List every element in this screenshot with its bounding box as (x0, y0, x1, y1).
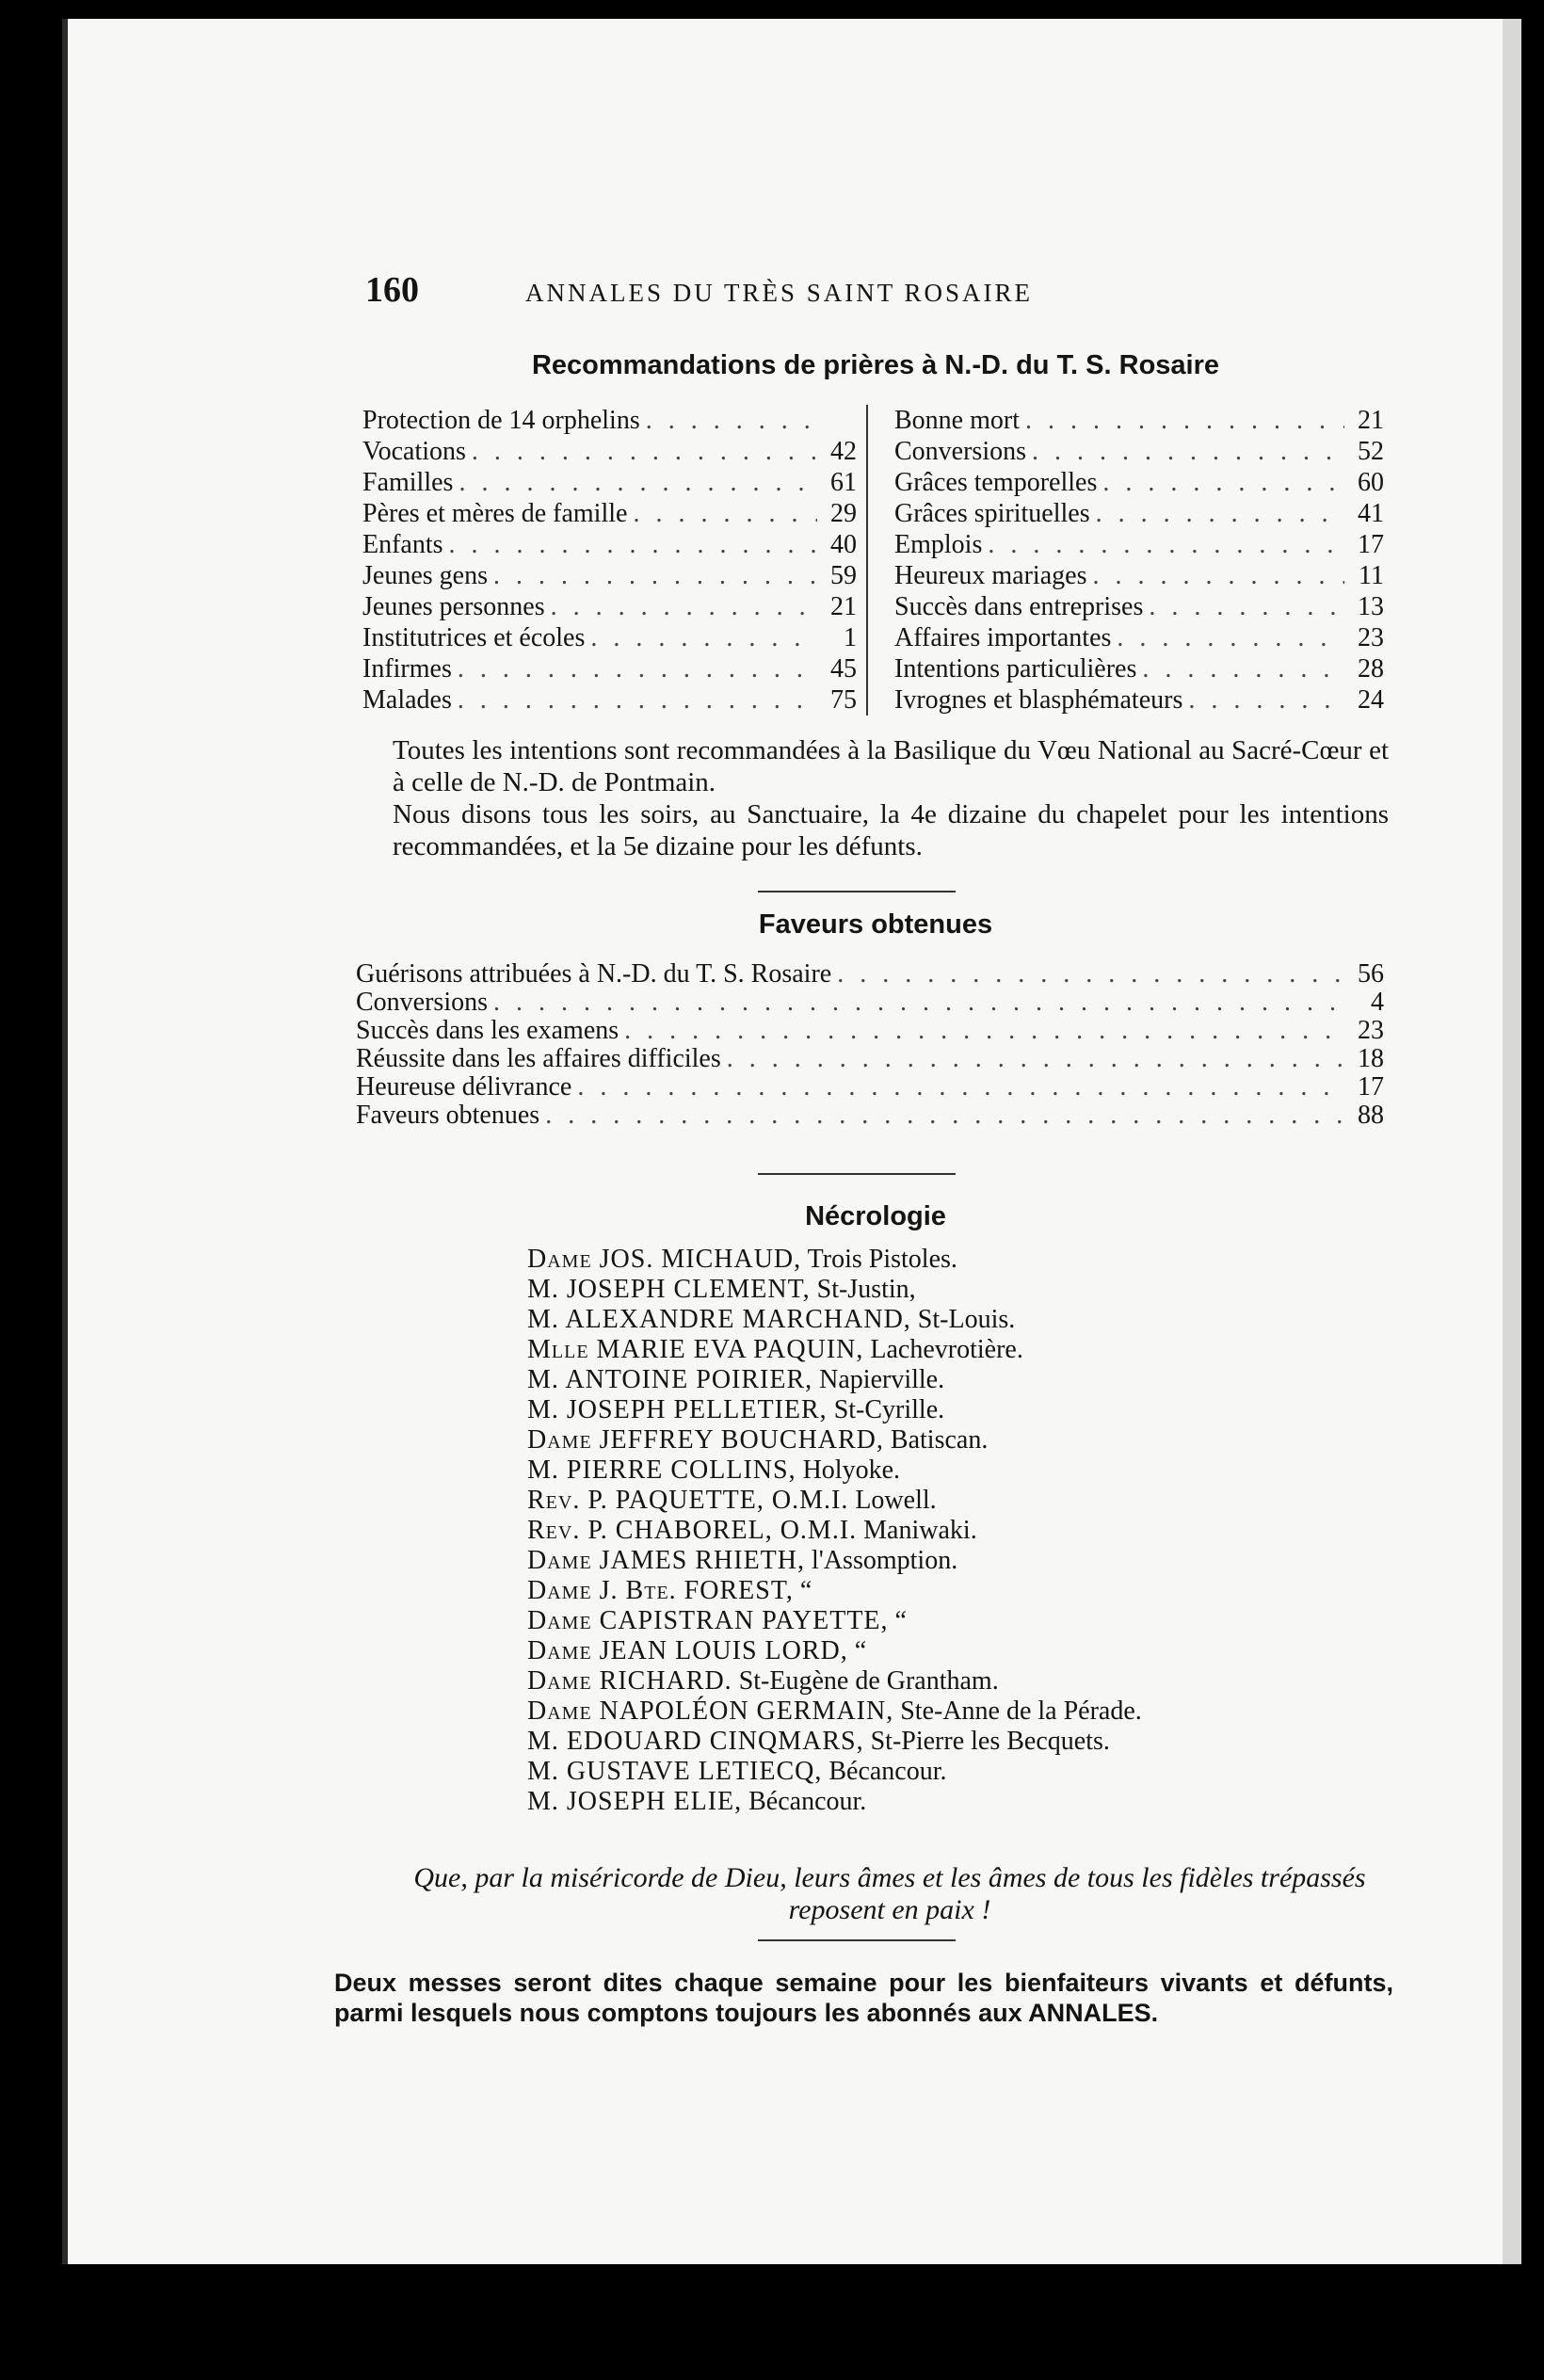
running-header (365, 269, 1194, 311)
list-item: Jeunes gens . . . 59 (362, 560, 857, 591)
list-item: Guérisons attribuées à N.-D. du T. S. Rosaire . . . 56 (356, 960, 1384, 989)
list-item: Infirmes . . . 45 (362, 653, 857, 684)
list-item: M. GUSTAVE LETIECQ, Bécancour. (527, 1757, 947, 1786)
recommandations-right-column (868, 405, 1384, 716)
list-item: Pères et mères de famille . . . 29 (362, 498, 857, 529)
list-item: Conversions . . . 52 (894, 436, 1384, 467)
note-paragraph-2: Nous disons tous les soirs, au Sanctuaire, la 4e dizaine du chapelet pour les intentions recommandées, et la 5e dizaine pour les défunts. (393, 799, 1389, 861)
list-item: Réussite dans les affaires difficiles . . . 18 (356, 1045, 1384, 1073)
list-item: Conversions . . . 4 (356, 989, 1384, 1017)
list-item: Rev. P. PAQUETTE, O.M.I. Lowell. (527, 1486, 937, 1515)
divider (758, 1173, 956, 1175)
divider (758, 891, 956, 892)
list-item: Vocations . . . 42 (362, 436, 857, 467)
list-item: Grâces spirituelles . . . 41 (894, 498, 1384, 529)
list-item: Mlle MARIE EVA PAQUIN, Lachevrotière. (527, 1335, 1023, 1364)
list-item: Familles . . . 61 (362, 467, 857, 498)
list-item: Intentions particulières . . . 28 (894, 653, 1384, 684)
list-item: Emplois . . . 17 (894, 529, 1384, 560)
list-item: Dame RICHARD. St-Eugène de Grantham. (527, 1666, 999, 1696)
list-item: M. JOSEPH ELIE, Bécancour. (527, 1787, 867, 1816)
list-item: Faveurs obtenues . . . 88 (356, 1102, 1384, 1130)
recommandations-title: Recommandations de prières à N.-D. du T. S. Rosaire (531, 350, 1220, 380)
recommandations-note (362, 734, 1389, 862)
list-item: Ivrognes et blasphémateurs . . . 24 (894, 684, 1384, 716)
list-item: Dame NAPOLÉON GERMAIN, Ste-Anne de la Pérade. (527, 1697, 1142, 1726)
list-item: Protection de 14 orphelins . . . (362, 405, 857, 436)
list-item: Succès dans les examens . . . 23 (356, 1017, 1384, 1045)
list-item: Jeunes personnes . . . 21 (362, 591, 857, 622)
list-item: M. ALEXANDRE MARCHAND, St-Louis. (527, 1305, 1016, 1334)
list-item: Heureux mariages . . . 11 (894, 560, 1384, 591)
page-edge (1503, 19, 1521, 2264)
faveurs-title: Faveurs obtenues (758, 909, 993, 940)
list-item: Heureuse délivrance . . . 17 (356, 1073, 1384, 1102)
list-item: Dame CAPISTRAN PAYETTE, “ (527, 1606, 907, 1635)
list-item: Bonne mort . . . 21 (894, 405, 1384, 436)
list-item: Grâces temporelles . . . 60 (894, 467, 1384, 498)
list-item: M. JOSEPH CLEMENT, St-Justin, (527, 1275, 916, 1304)
recommandations-table (362, 405, 1389, 716)
closing-paragraph: Deux messes seront dites chaque semaine pour les bienfaiteurs vivants et défunts, parmi lesquels nous comptons toujours les abonnés aux ANNALES. (334, 1969, 1393, 2027)
list-item: Dame JAMES RHIETH, l'Assomption. (527, 1546, 958, 1575)
note-paragraph-1: Toutes les intentions sont recommandées à la Basilique du Vœu National au Sacré-Cœur et à celle de N.-D. de Pontmain. (393, 735, 1389, 797)
list-item: M. EDOUARD CINQMARS, St-Pierre les Becquets. (527, 1727, 1110, 1756)
list-item: M. ANTOINE POIRIER, Napierville. (527, 1365, 945, 1394)
prayer-text: Que, par la miséricorde de Dieu, leurs âmes et les âmes de tous les fidèles trépassés reposent en paix ! (413, 1862, 1366, 1925)
recommandations-left-column (362, 405, 868, 716)
list-item: Institutrices et écoles . . . 1 (362, 622, 857, 653)
list-item: Enfants . . . 40 (362, 529, 857, 560)
necrologie-title: Nécrologie (805, 1201, 946, 1231)
list-item: Succès dans entreprises . . . 13 (894, 591, 1384, 622)
list-item: Affaires importantes . . . 23 (894, 622, 1384, 653)
list-item: M. JOSEPH PELLETIER, St-Cyrille. (527, 1395, 945, 1424)
list-item: Dame JOS. MICHAUD, Trois Pistoles. (527, 1245, 957, 1274)
list-item: Dame JEAN LOUIS LORD, “ (527, 1636, 867, 1665)
running-title: ANNALES DU TRÈS SAINT ROSAIRE (525, 279, 1034, 307)
necrologie-list (527, 1245, 1375, 1817)
list-item: M. PIERRE COLLINS, Holyoke. (527, 1455, 901, 1485)
divider (758, 1939, 956, 1941)
list-item: Dame JEFFREY BOUCHARD, Batiscan. (527, 1425, 989, 1455)
list-item: Rev. P. CHABOREL, O.M.I. Maniwaki. (527, 1516, 977, 1545)
page-number: 160 (365, 270, 419, 310)
list-item: Dame J. Bte. FOREST, “ (527, 1576, 812, 1605)
list-item: Malades . . . 75 (362, 684, 857, 716)
faveurs-list (356, 960, 1384, 1130)
